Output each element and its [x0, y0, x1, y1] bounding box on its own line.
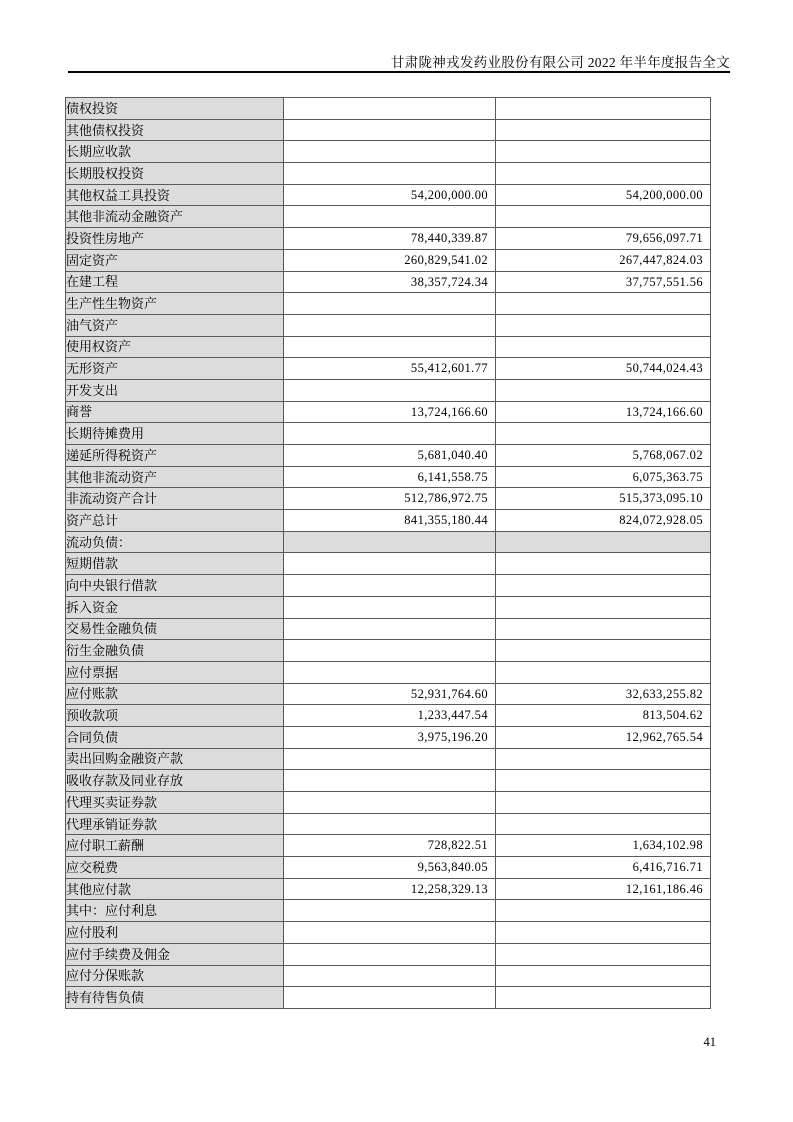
- item-label-cell: 拆入资金: [66, 596, 284, 618]
- value-cell-prior: [496, 770, 711, 792]
- value-cell-prior: [496, 163, 711, 185]
- value-cell-prior: [496, 640, 711, 662]
- value-cell-current: 38,357,724.34: [284, 271, 496, 293]
- table-row: [66, 141, 711, 163]
- value-cell-prior: [496, 98, 711, 120]
- value-cell-prior: 50,744,024.43: [496, 358, 711, 380]
- item-label-cell: 其他债权投资: [66, 119, 284, 141]
- item-label-cell: 短期借款: [66, 553, 284, 575]
- value-cell-current: [284, 618, 496, 640]
- value-cell-current: [284, 813, 496, 835]
- item-label-cell: 应付分保账款: [66, 965, 284, 987]
- value-cell-current: [284, 141, 496, 163]
- item-label-cell: 交易性金融负债: [66, 618, 284, 640]
- table-row: [66, 445, 711, 467]
- table-row: [66, 206, 711, 228]
- table-row: [66, 770, 711, 792]
- value-cell-prior: 267,447,824.03: [496, 249, 711, 271]
- value-cell-current: [284, 770, 496, 792]
- item-label-cell: 使用权资产: [66, 336, 284, 358]
- table-row: [66, 726, 711, 748]
- item-label-cell: 代理承销证券款: [66, 813, 284, 835]
- item-label-cell: 递延所得税资产: [66, 445, 284, 467]
- table-row: [66, 922, 711, 944]
- value-cell-prior: [496, 553, 711, 575]
- value-cell-prior: 515,373,095.10: [496, 488, 711, 510]
- table-row: [66, 358, 711, 380]
- table-row: [66, 163, 711, 185]
- value-cell-current: [284, 98, 496, 120]
- item-label-cell: 长期应收款: [66, 141, 284, 163]
- value-cell-prior: [496, 618, 711, 640]
- value-cell-prior: [496, 596, 711, 618]
- table-row: [66, 792, 711, 814]
- value-cell-current: [284, 423, 496, 445]
- value-cell-prior: [496, 119, 711, 141]
- item-label-cell: 应付票据: [66, 661, 284, 683]
- value-cell-prior: 1,634,102.98: [496, 835, 711, 857]
- table-row: [66, 184, 711, 206]
- balance-table-body: [66, 98, 711, 1009]
- table-row: [66, 618, 711, 640]
- value-cell-prior: 5,768,067.02: [496, 445, 711, 467]
- item-label-cell: 向中央银行借款: [66, 575, 284, 597]
- item-label-cell: 代理买卖证券款: [66, 792, 284, 814]
- table-row: [66, 531, 711, 553]
- value-cell-prior: [496, 792, 711, 814]
- value-cell-current: [284, 661, 496, 683]
- value-cell-current: [284, 965, 496, 987]
- value-cell-current: [284, 922, 496, 944]
- item-label-cell: 应付账款: [66, 683, 284, 705]
- table-row: [66, 705, 711, 727]
- value-cell-prior: 813,504.62: [496, 705, 711, 727]
- balance-sheet-table: [65, 97, 711, 1009]
- value-cell-current: 9,563,840.05: [284, 857, 496, 879]
- item-label-cell: 应付职工薪酬: [66, 835, 284, 857]
- item-label-cell: 无形资产: [66, 358, 284, 380]
- table-row: [66, 553, 711, 575]
- value-cell-prior: [496, 423, 711, 445]
- value-cell-prior: [496, 141, 711, 163]
- value-cell-current: [284, 119, 496, 141]
- table-row: [66, 119, 711, 141]
- item-label-cell: 在建工程: [66, 271, 284, 293]
- value-cell-current: 55,412,601.77: [284, 358, 496, 380]
- value-cell-prior: [496, 314, 711, 336]
- value-cell-current: [284, 900, 496, 922]
- value-cell-current: [284, 206, 496, 228]
- table-row: [66, 857, 711, 879]
- value-cell-current: 12,258,329.13: [284, 878, 496, 900]
- value-cell-current: 260,829,541.02: [284, 249, 496, 271]
- value-cell-current: 6,141,558.75: [284, 466, 496, 488]
- value-cell-prior: 12,962,765.54: [496, 726, 711, 748]
- item-label-cell: 开发支出: [66, 379, 284, 401]
- item-label-cell: 非流动资产合计: [66, 488, 284, 510]
- value-cell-current: [284, 293, 496, 315]
- table-row: [66, 835, 711, 857]
- item-label-cell: 应付股利: [66, 922, 284, 944]
- table-row: [66, 271, 711, 293]
- table-row: [66, 510, 711, 532]
- value-cell-current: 3,975,196.20: [284, 726, 496, 748]
- table-row: [66, 987, 711, 1009]
- value-cell-prior: [496, 987, 711, 1009]
- item-label-cell: 油气资产: [66, 314, 284, 336]
- table-row: [66, 596, 711, 618]
- table-row: [66, 661, 711, 683]
- item-label-cell: 其中：应付利息: [66, 900, 284, 922]
- item-label-cell: 流动负债：: [66, 531, 284, 553]
- value-cell-prior: 54,200,000.00: [496, 184, 711, 206]
- table-row: [66, 965, 711, 987]
- value-cell-current: [284, 640, 496, 662]
- value-cell-prior: [496, 293, 711, 315]
- value-cell-current: [284, 531, 496, 553]
- table-row: [66, 228, 711, 250]
- value-cell-current: 52,931,764.60: [284, 683, 496, 705]
- value-cell-current: 5,681,040.40: [284, 445, 496, 467]
- value-cell-prior: 13,724,166.60: [496, 401, 711, 423]
- item-label-cell: 合同负债: [66, 726, 284, 748]
- table-row: [66, 249, 711, 271]
- value-cell-current: 78,440,339.87: [284, 228, 496, 250]
- table-row: [66, 336, 711, 358]
- table-row: [66, 943, 711, 965]
- value-cell-prior: [496, 922, 711, 944]
- item-label-cell: 卖出回购金融资产款: [66, 748, 284, 770]
- value-cell-prior: [496, 336, 711, 358]
- item-label-cell: 债权投资: [66, 98, 284, 120]
- value-cell-current: 1,233,447.54: [284, 705, 496, 727]
- table-row: [66, 640, 711, 662]
- item-label-cell: 资产总计: [66, 510, 284, 532]
- item-label-cell: 生产性生物资产: [66, 293, 284, 315]
- value-cell-current: [284, 314, 496, 336]
- item-label-cell: 应交税费: [66, 857, 284, 879]
- item-label-cell: 其他权益工具投资: [66, 184, 284, 206]
- value-cell-current: 728,822.51: [284, 835, 496, 857]
- value-cell-prior: [496, 531, 711, 553]
- value-cell-current: 512,786,972.75: [284, 488, 496, 510]
- value-cell-prior: [496, 206, 711, 228]
- value-cell-prior: [496, 965, 711, 987]
- value-cell-prior: [496, 379, 711, 401]
- value-cell-prior: 79,656,097.71: [496, 228, 711, 250]
- report-header-title: 甘肃陇神戎发药业股份有限公司 2022 年半年度报告全文: [390, 55, 730, 70]
- item-label-cell: 其他非流动金融资产: [66, 206, 284, 228]
- value-cell-prior: [496, 661, 711, 683]
- value-cell-current: 841,355,180.44: [284, 510, 496, 532]
- value-cell-current: [284, 553, 496, 575]
- table-row: [66, 878, 711, 900]
- value-cell-prior: [496, 943, 711, 965]
- value-cell-prior: [496, 748, 711, 770]
- value-cell-current: [284, 748, 496, 770]
- item-label-cell: 持有待售负债: [66, 987, 284, 1009]
- page-number: 41: [703, 1035, 716, 1049]
- table-row: [66, 748, 711, 770]
- value-cell-current: [284, 792, 496, 814]
- table-row: [66, 466, 711, 488]
- table-row: [66, 900, 711, 922]
- table-row: [66, 98, 711, 120]
- value-cell-prior: [496, 575, 711, 597]
- item-label-cell: 投资性房地产: [66, 228, 284, 250]
- value-cell-prior: 37,757,551.56: [496, 271, 711, 293]
- table-row: [66, 314, 711, 336]
- value-cell-current: [284, 596, 496, 618]
- value-cell-current: [284, 575, 496, 597]
- table-row: [66, 379, 711, 401]
- value-cell-current: [284, 163, 496, 185]
- table-row: [66, 575, 711, 597]
- item-label-cell: 其他非流动资产: [66, 466, 284, 488]
- table-row: [66, 401, 711, 423]
- value-cell-prior: [496, 900, 711, 922]
- table-row: [66, 293, 711, 315]
- item-label-cell: 长期股权投资: [66, 163, 284, 185]
- header-divider-rule: [68, 71, 730, 73]
- table-row: [66, 683, 711, 705]
- value-cell-current: [284, 943, 496, 965]
- value-cell-prior: 32,633,255.82: [496, 683, 711, 705]
- table-row: [66, 423, 711, 445]
- item-label-cell: 应付手续费及佣金: [66, 943, 284, 965]
- value-cell-current: [284, 987, 496, 1009]
- value-cell-current: [284, 336, 496, 358]
- table-row: [66, 813, 711, 835]
- table-row: [66, 488, 711, 510]
- value-cell-prior: 824,072,928.05: [496, 510, 711, 532]
- value-cell-prior: [496, 813, 711, 835]
- value-cell-prior: 6,416,716.71: [496, 857, 711, 879]
- item-label-cell: 固定资产: [66, 249, 284, 271]
- value-cell-current: [284, 379, 496, 401]
- item-label-cell: 预收款项: [66, 705, 284, 727]
- item-label-cell: 其他应付款: [66, 878, 284, 900]
- value-cell-current: 13,724,166.60: [284, 401, 496, 423]
- item-label-cell: 商誉: [66, 401, 284, 423]
- item-label-cell: 衍生金融负债: [66, 640, 284, 662]
- item-label-cell: 吸收存款及同业存放: [66, 770, 284, 792]
- value-cell-prior: 12,161,186.46: [496, 878, 711, 900]
- value-cell-prior: 6,075,363.75: [496, 466, 711, 488]
- value-cell-current: 54,200,000.00: [284, 184, 496, 206]
- item-label-cell: 长期待摊费用: [66, 423, 284, 445]
